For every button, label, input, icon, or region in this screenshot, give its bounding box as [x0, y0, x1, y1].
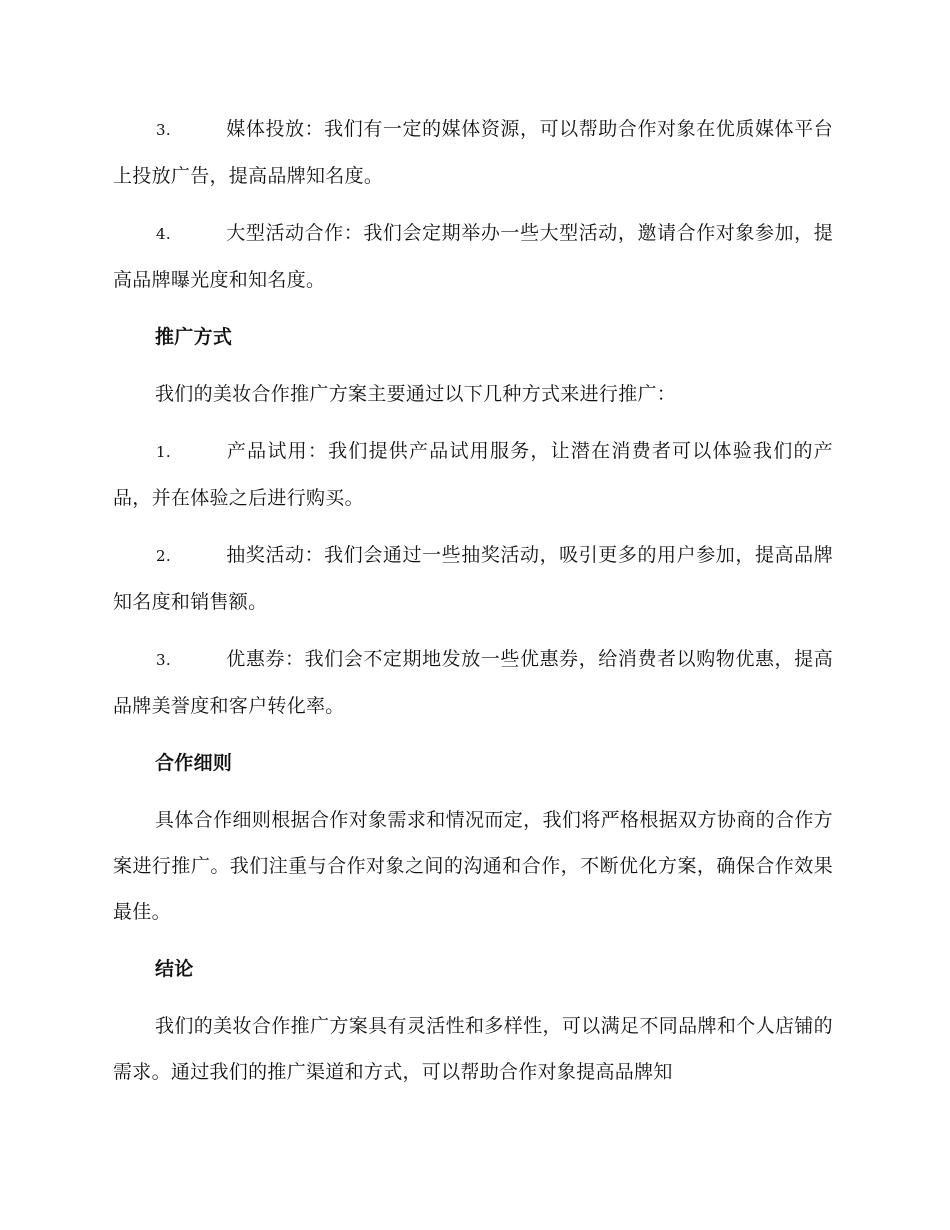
list-item-text: 抽奖活动：我们会通过一些抽奖活动，吸引更多的用户参加，提高品牌知名度和销售额。 [113, 544, 833, 613]
list-item-trial [113, 428, 833, 521]
section-heading-promotion: 推广方式 [155, 326, 233, 348]
list-item-text: 优惠券：我们会不定期地发放一些优惠券，给消费者以购物优惠，提高品牌美誉度和客户转化率。 [113, 648, 833, 717]
section-heading-conclusion: 结论 [155, 958, 194, 980]
list-item-large-event [113, 210, 833, 303]
list-item-lottery [113, 532, 833, 625]
list-number: 3. [156, 121, 171, 139]
list-item-text: 产品试用：我们提供产品试用服务，让潜在消费者可以体验我们的产品，并在体验之后进行购买。 [113, 440, 833, 509]
list-number: 2. [156, 547, 171, 565]
conclusion-body: 我们的美妆合作推广方案具有灵活性和多样性，可以满足不同品牌和个人店铺的需求。通过我们的推广渠道和方式，可以帮助合作对象提高品牌知 [113, 1015, 833, 1083]
list-item-media-placement [113, 106, 833, 199]
list-number: 3. [156, 651, 171, 669]
list-number: 1. [156, 443, 171, 461]
list-number: 4. [156, 225, 171, 243]
list-item-text: 媒体投放：我们有一定的媒体资源，可以帮助合作对象在优质媒体平台上投放广告，提高品牌知名度。 [113, 118, 833, 187]
list-item-text: 大型活动合作：我们会定期举办一些大型活动，邀请合作对象参加，提高品牌曝光度和知名度。 [113, 222, 833, 291]
section-heading-details: 合作细则 [155, 752, 233, 774]
document-content [113, 106, 833, 1106]
promotion-intro: 我们的美妆合作推广方案主要通过以下几种方式来进行推广： [155, 383, 677, 405]
details-body: 具体合作细则根据合作对象需求和情况而定，我们将严格根据双方协商的合作方案进行推广。我们注重与合作对象之间的沟通和合作，不断优化方案，确保合作效果最佳。 [113, 809, 833, 923]
list-item-coupon [113, 636, 833, 729]
